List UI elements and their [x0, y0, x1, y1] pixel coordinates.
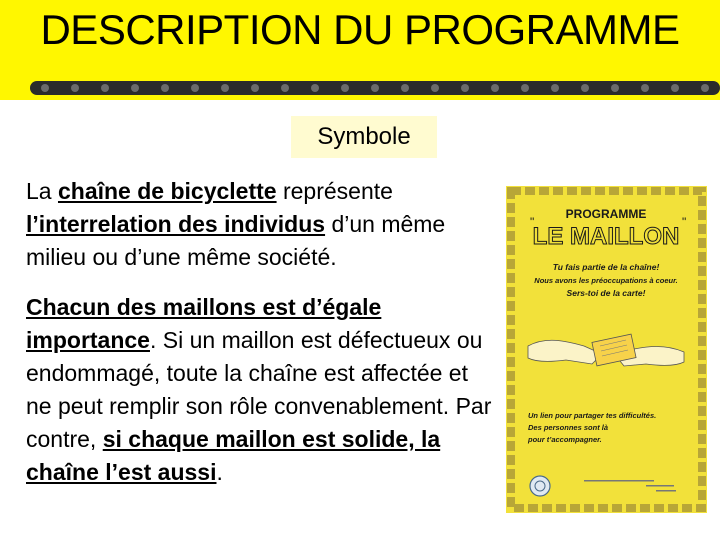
poster-tagline-3: Sers-toi de la carte!	[566, 288, 646, 298]
emphasis-interrelation: l’interrelation des individus	[26, 211, 326, 237]
poster-quote-open: "	[530, 215, 535, 229]
emphasis-equal-importance: Chacun des maillons est d’égale importance	[26, 294, 382, 353]
paragraph-chain-meaning	[26, 175, 496, 274]
poster-name: LE MAILLON	[532, 223, 680, 250]
text-span: d’un même milieu ou d’une même société.	[26, 211, 446, 270]
organization-logo	[530, 476, 550, 496]
poster-program-label: PROGRAMME	[565, 207, 647, 221]
program-poster	[506, 186, 707, 513]
poster-tagline-1: Tu fais partie de la chaîne!	[552, 262, 660, 272]
emphasis-chain: chaîne de bicyclette	[57, 178, 277, 204]
header-banner	[0, 0, 720, 100]
text-span: représente	[276, 178, 393, 204]
poster-tagline-2: Nous avons les préoccupations à coeur.	[534, 276, 678, 285]
text-span: La	[26, 178, 58, 204]
symbol-label: Symbole	[291, 116, 437, 158]
chain-border	[0, 76, 720, 100]
poster-bottom-1: Un lien pour partager tes difficultés.	[528, 411, 657, 420]
poster-bottom-3: pour t’accompagner.	[528, 435, 602, 444]
emphasis-solid-chain: si chaque maillon est solide, la chaîne l’est aussi	[26, 426, 441, 485]
text-span: . Si un maillon est défectueux ou endommagé, toute la chaîne est affectée et ne peut remplir son rôle convenablement. Par contre,	[26, 327, 492, 452]
poster-quote-close: "	[682, 215, 687, 229]
poster-graphic	[506, 186, 707, 513]
text-span: .	[216, 459, 223, 485]
poster-bottom-2: Des personnes sont là	[528, 423, 609, 432]
page-title: DESCRIPTION DU PROGRAMME	[40, 6, 680, 53]
paragraph-links-importance	[26, 291, 496, 489]
